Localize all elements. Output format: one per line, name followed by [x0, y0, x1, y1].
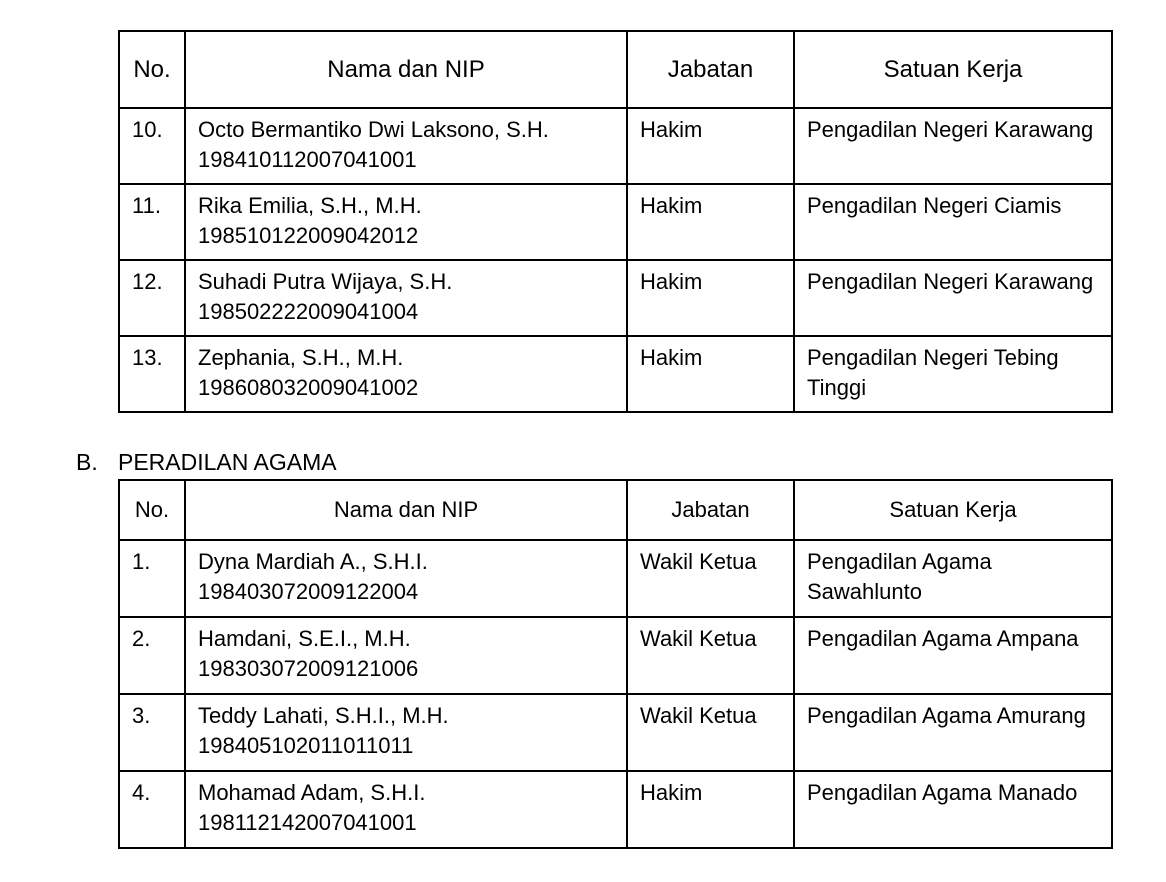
peradilan-agama-table: [118, 479, 1113, 849]
cell-no: 1.: [119, 540, 185, 617]
cell-nama: Suhadi Putra Wijaya, S.H.: [198, 269, 453, 294]
table-header-row: [119, 480, 1112, 540]
cell-jabatan: Hakim: [627, 184, 794, 260]
cell-nip: 198410112007041001: [198, 147, 417, 172]
table-header-row: [119, 31, 1112, 108]
cell-nama-nip: [185, 108, 627, 184]
cell-satuan-kerja: Pengadilan Agama Ampana: [794, 617, 1112, 694]
cell-jabatan: Hakim: [627, 771, 794, 848]
cell-nama-nip: [185, 771, 627, 848]
cell-nama: Rika Emilia, S.H., M.H.: [198, 193, 422, 218]
cell-nama: Mohamad Adam, S.H.I.: [198, 780, 426, 805]
cell-no: 11.: [119, 184, 185, 260]
cell-jabatan: Wakil Ketua: [627, 694, 794, 771]
cell-satuan-kerja: Pengadilan Agama Sawahlunto: [794, 540, 1112, 617]
cell-nama-nip: [185, 540, 627, 617]
cell-nip: 198502222009041004: [198, 299, 419, 324]
header-no: No.: [119, 480, 185, 540]
cell-satuan-kerja: Pengadilan Agama Amurang: [794, 694, 1112, 771]
header-jabatan: Jabatan: [627, 480, 794, 540]
cell-no: 10.: [119, 108, 185, 184]
header-nama-nip: Nama dan NIP: [185, 480, 627, 540]
cell-jabatan: Wakil Ketua: [627, 540, 794, 617]
table-row: [119, 617, 1112, 694]
cell-no: 12.: [119, 260, 185, 336]
cell-no: 3.: [119, 694, 185, 771]
cell-satuan-kerja: Pengadilan Negeri Tebing Tinggi: [794, 336, 1112, 412]
table-row: [119, 540, 1112, 617]
header-no: No.: [119, 31, 185, 108]
header-jabatan: Jabatan: [627, 31, 794, 108]
cell-nama-nip: [185, 694, 627, 771]
table-row: [119, 336, 1112, 412]
header-nama-nip: Nama dan NIP: [185, 31, 627, 108]
cell-nip: 198112142007041001: [198, 810, 417, 835]
section-title: PERADILAN AGAMA: [118, 449, 337, 475]
cell-satuan-kerja: Pengadilan Negeri Karawang: [794, 260, 1112, 336]
table-row: [119, 108, 1112, 184]
table-row: [119, 260, 1112, 336]
cell-nama: Zephania, S.H., M.H.: [198, 345, 404, 370]
cell-jabatan: Hakim: [627, 336, 794, 412]
cell-jabatan: Hakim: [627, 260, 794, 336]
header-satuan-kerja: Satuan Kerja: [794, 31, 1112, 108]
cell-nama-nip: [185, 336, 627, 412]
cell-no: 13.: [119, 336, 185, 412]
cell-nama: Teddy Lahati, S.H.I., M.H.: [198, 703, 449, 728]
cell-nip: 198510122009042012: [198, 223, 419, 248]
cell-nama: Hamdani, S.E.I., M.H.: [198, 626, 411, 651]
cell-nama: Dyna Mardiah A., S.H.I.: [198, 549, 428, 574]
cell-nip: 198403072009122004: [198, 579, 419, 604]
cell-nip: 198608032009041002: [198, 375, 419, 400]
cell-no: 4.: [119, 771, 185, 848]
table-row: [119, 694, 1112, 771]
cell-nama-nip: [185, 184, 627, 260]
cell-nip: 198405102011011011: [198, 733, 414, 758]
table-row: [119, 771, 1112, 848]
table-row: [119, 184, 1112, 260]
cell-satuan-kerja: Pengadilan Negeri Ciamis: [794, 184, 1112, 260]
cell-nama: Octo Bermantiko Dwi Laksono, S.H.: [198, 117, 549, 142]
cell-nip: 198303072009121006: [198, 656, 419, 681]
cell-nama-nip: [185, 260, 627, 336]
cell-jabatan: Hakim: [627, 108, 794, 184]
cell-nama-nip: [185, 617, 627, 694]
cell-jabatan: Wakil Ketua: [627, 617, 794, 694]
cell-no: 2.: [119, 617, 185, 694]
section-heading-peradilan-agama: [76, 447, 337, 477]
peradilan-umum-table: [118, 30, 1113, 413]
section-letter: B.: [76, 449, 98, 475]
cell-satuan-kerja: Pengadilan Agama Manado: [794, 771, 1112, 848]
header-satuan-kerja: Satuan Kerja: [794, 480, 1112, 540]
cell-satuan-kerja: Pengadilan Negeri Karawang: [794, 108, 1112, 184]
